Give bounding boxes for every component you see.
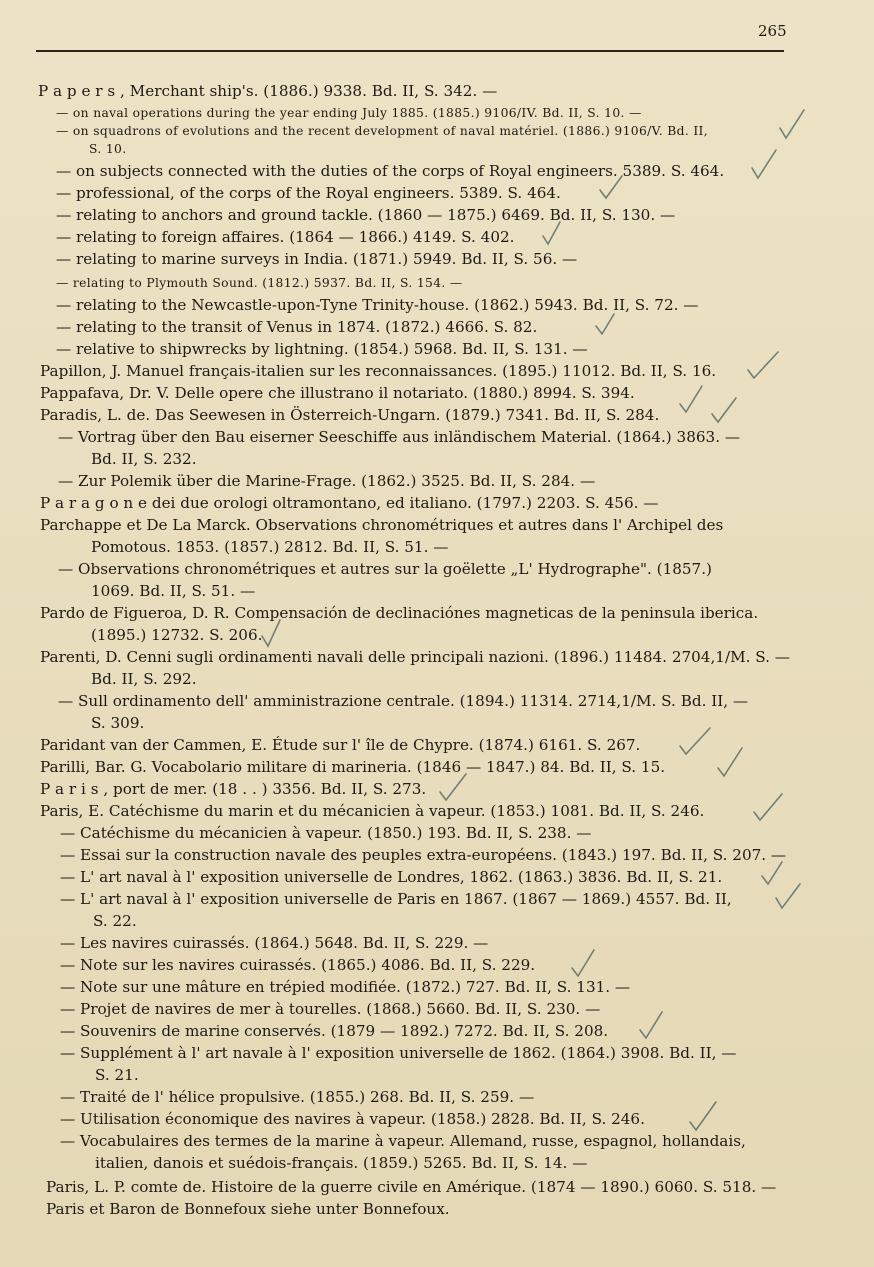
entry-line: Parchappe et De La Marck. Observations chronométriques et autres dans l' Archipel des bbox=[40, 516, 724, 534]
entry-line: Paris, E. Catéchisme du marin et du mécanicien à vapeur. (1853.) 1081. Bd. II, S. 246. bbox=[40, 802, 705, 820]
checkmark bbox=[752, 150, 776, 178]
entry-line: — Zur Polemik über die Marine-Frage. (1862.) 3525. Bd. II, S. 284. — bbox=[58, 472, 596, 490]
entry-line: — relating to anchors and ground tackle. (1860 — 1875.) 6469. Bd. II, S. 130. — bbox=[56, 206, 676, 224]
entry-line: Papillon, J. Manuel français-italien sur les reconnaissances. (1895.) 11012. Bd. II, S. 16. bbox=[40, 362, 717, 380]
checkmark bbox=[718, 748, 742, 776]
entry-line: — Note sur une mâture en trépied modifiée. (1872.) 727. Bd. II, S. 131. — bbox=[60, 978, 631, 996]
entry-line: Pappafava, Dr. V. Delle opere che illustrano il notariato. (1880.) 8994. S. 394. bbox=[40, 384, 635, 402]
entry-line: — Supplément à l' art navale à l' exposition universelle de 1862. (1864.) 3908. Bd. II, — bbox=[60, 1044, 737, 1062]
entry-line: — Observations chronométriques et autres sur la goëlette „L' Hydrographe". (1857.) bbox=[58, 560, 712, 578]
entry-line: Paridant van der Cammen, E. Étude sur l' île de Chypre. (1874.) 6161. S. 267. bbox=[40, 736, 641, 754]
entry-line: — Catéchisme du mécanicien à vapeur. (1850.) 193. Bd. II, S. 238. — bbox=[60, 824, 592, 842]
entry-line: — relating to the transit of Venus in 1874. (1872.) 4666. S. 82. bbox=[56, 318, 538, 336]
entry-line: — L' art naval à l' exposition universelle de Paris en 1867. (1867 — 1869.) 4557. Bd. II, bbox=[60, 890, 732, 908]
entry-line: — on subjects connected with the duties of the corps of Royal engineers. 5389. S. 464. bbox=[56, 162, 725, 180]
entry-line: S. 22. bbox=[93, 912, 137, 930]
entry-line: — L' art naval à l' exposition universelle de Londres, 1862. (1863.) 3836. Bd. II, S. 21. bbox=[60, 868, 723, 886]
checkmark bbox=[680, 386, 702, 412]
entry-line: Parilli, Bar. G. Vocabolario militare di marineria. (1846 — 1847.) 84. Bd. II, S. 15. bbox=[40, 758, 666, 776]
entry-line: italien, danois et suédois-français. (1859.) 5265. Bd. II, S. 14. — bbox=[95, 1154, 588, 1172]
entry-line: — Vocabulaires des termes de la marine à vapeur. Allemand, russe, espagnol, hollandais, bbox=[60, 1132, 746, 1150]
entry-line: 1069. Bd. II, S. 51. — bbox=[91, 582, 256, 600]
entry-line: Bd. II, S. 232. bbox=[91, 450, 197, 468]
checkmark bbox=[712, 398, 736, 422]
page-number: 265 bbox=[758, 22, 787, 40]
entry-line: — Les navires cuirassés. (1864.) 5648. Bd. II, S. 229. — bbox=[60, 934, 489, 952]
checkmark bbox=[680, 728, 710, 754]
entry-line: — Sull ordinamento dell' amministrazione centrale. (1894.) 11314. 2714,1/M. S. Bd. II, — bbox=[58, 692, 749, 710]
entry-line: S. 309. bbox=[91, 714, 145, 732]
entry-line: Bd. II, S. 292. bbox=[91, 670, 197, 688]
entry-line: — relating to marine surveys in India. (1871.) 5949. Bd. II, S. 56. — bbox=[56, 250, 578, 268]
entry-line: P a r a g o n e dei due orologi oltramontano, ed italiano. (1797.) 2203. S. 456. — bbox=[40, 494, 659, 512]
entry-line: — Note sur les navires cuirassés. (1865.) 4086. Bd. II, S. 229. bbox=[60, 956, 536, 974]
entry-line: Paris, L. P. comte de. Histoire de la guerre civile en Amérique. (1874 — 1890.) 6060. S. 518. — bbox=[46, 1178, 777, 1196]
entry-line: P a r i s , port de mer. (18 . . ) 3356. Bd. II, S. 273. bbox=[40, 780, 427, 798]
checkmark bbox=[776, 884, 800, 908]
entry-line: — relating to foreign affaires. (1864 — 1866.) 4149. S. 402. bbox=[56, 228, 515, 246]
entry-line: — relating to the Newcastle-upon-Tyne Trinity-house. (1862.) 5943. Bd. II, S. 72. — bbox=[56, 296, 699, 314]
checkmark bbox=[640, 1012, 662, 1038]
entry-line: Pomotous. 1853. (1857.) 2812. Bd. II, S. 51. — bbox=[91, 538, 449, 556]
checkmark bbox=[754, 794, 782, 820]
entry-line: Paradis, L. de. Das Seewesen in Österreich-Ungarn. (1879.) 7341. Bd. II, S. 284. bbox=[40, 406, 660, 424]
entry-line: Paris et Baron de Bonnefoux siehe unter Bonnefoux. bbox=[46, 1200, 450, 1218]
checkmark bbox=[572, 950, 594, 976]
header-rule bbox=[36, 50, 784, 52]
entry-line: Parenti, D. Cenni sugli ordinamenti navali delle principali nazioni. (1896.) 11484. 2704,1/M. S. — bbox=[40, 648, 790, 666]
entry-line: — Utilisation économique des navires à vapeur. (1858.) 2828. Bd. II, S. 246. bbox=[60, 1110, 645, 1128]
entry-line: S. 10. bbox=[89, 142, 127, 156]
entry-line: — Projet de navires de mer à tourelles. (1868.) 5660. Bd. II, S. 230. — bbox=[60, 1000, 601, 1018]
checkmark bbox=[690, 1102, 716, 1130]
checkmark bbox=[262, 620, 280, 646]
entry-line: — Souvenirs de marine conservés. (1879 — 1892.) 7272. Bd. II, S. 208. bbox=[60, 1022, 609, 1040]
checkmark bbox=[762, 862, 782, 884]
entry-line: — on naval operations during the year ending July 1885. (1885.) 9106/IV. Bd. II, S. 10. — bbox=[56, 106, 642, 120]
entry-line: S. 21. bbox=[95, 1066, 139, 1084]
checkmark bbox=[780, 110, 804, 138]
entry-line: — professional, of the corps of the Royal engineers. 5389. S. 464. bbox=[56, 184, 561, 202]
entry-line: — Essai sur la construction navale des peuples extra-européens. (1843.) 197. Bd. II, S. 207. — bbox=[60, 846, 787, 864]
entry-line: — relating to Plymouth Sound. (1812.) 5937. Bd. II, S. 154. — bbox=[56, 276, 463, 290]
entry-line: — Vortrag über den Bau eiserner Seeschiffe aus inländischem Material. (1864.) 3863. — bbox=[58, 428, 741, 446]
entry-line: (1895.) 12732. S. 206. bbox=[91, 626, 263, 644]
entry-line: — Traité de l' hélice propulsive. (1855.) 268. Bd. II, S. 259. — bbox=[60, 1088, 535, 1106]
checkmark bbox=[748, 352, 778, 378]
entry-line: — relative to shipwrecks by lightning. (1854.) 5968. Bd. II, S. 131. — bbox=[56, 340, 588, 358]
checkmark bbox=[440, 774, 466, 800]
checkmark bbox=[543, 222, 560, 244]
entry-line: Pardo de Figueroa, D. R. Compensación de declinaciónes magneticas de la peninsula iberica. bbox=[40, 604, 759, 622]
entry-line: — on squadrons of evolutions and the recent development of naval matériel. (1886.) 9106/V. Bd. II, bbox=[56, 124, 709, 138]
entry-line: P a p e r s , Merchant ship's. (1886.) 9338. Bd. II, S. 342. — bbox=[38, 82, 498, 100]
checkmark bbox=[596, 314, 614, 334]
